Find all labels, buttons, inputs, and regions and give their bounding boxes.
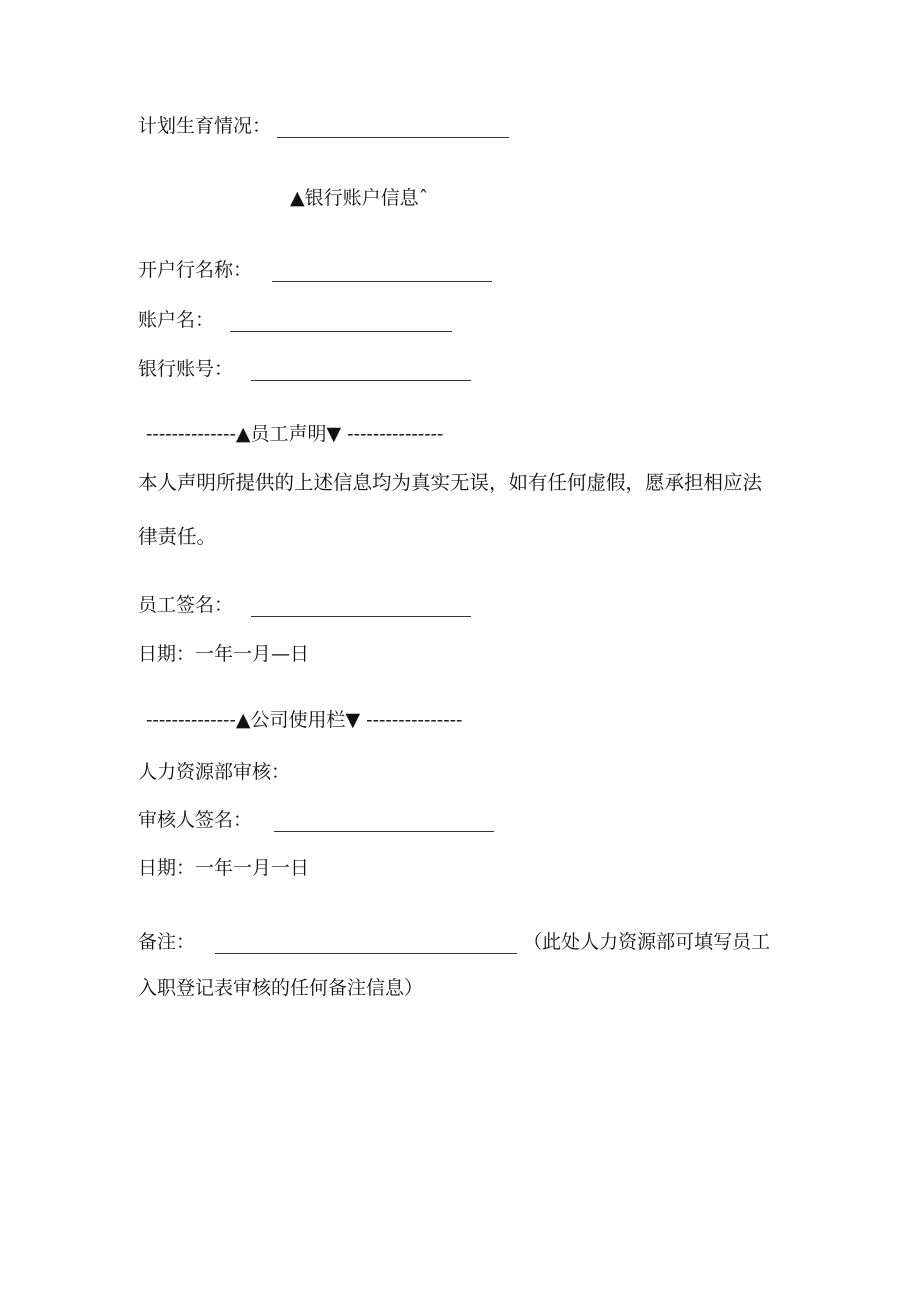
remarks-input-line[interactable] [215, 935, 517, 954]
declaration-divider [146, 422, 443, 446]
planned-birth-row [138, 114, 509, 138]
reviewer-signature-input-line[interactable] [274, 813, 494, 832]
remarks-label: 备注： [138, 931, 196, 953]
reviewer-signature-label: 审核人签名： [138, 809, 253, 831]
divider-dashes-left: -------------- [146, 423, 236, 445]
employee-signature-input-line[interactable] [251, 598, 471, 617]
divider-dashes-right: --------------- [347, 423, 444, 445]
hr-review-label: 人力资源部审核： [138, 761, 291, 783]
declaration-text [138, 456, 788, 564]
declaration-title: ▲员工声明▼ [235, 423, 342, 445]
company-use-title: ▲公司使用栏▼ [235, 709, 361, 731]
bank-section-title: ▲银行账户信息ˆ [290, 187, 429, 209]
reviewer-signature-row [138, 808, 494, 832]
divider-dashes-right: --------------- [366, 709, 463, 731]
remarks-hint-line1: （此处人力资源部可填写员工 [523, 931, 771, 953]
planned-birth-label: 计划生育情况： [138, 115, 272, 137]
account-name-label: 账户名： [138, 309, 215, 331]
account-name-row [138, 308, 452, 332]
employee-signature-row [138, 593, 471, 617]
account-number-row [138, 357, 471, 381]
account-number-label: 银行账号： [138, 358, 234, 380]
employee-date: 日期：一年一月—日 [138, 643, 310, 665]
divider-dashes-left: -------------- [146, 709, 236, 731]
company-use-divider [146, 708, 462, 732]
account-number-input-line[interactable] [251, 362, 471, 381]
declaration-text-line1: 本人声明所提供的上述信息均为真实无误，如有任何虚假，愿承担相应法 [138, 471, 763, 494]
bank-name-row [138, 258, 492, 282]
declaration-text-line2: 律责任。 [138, 525, 217, 548]
bank-name-label: 开户行名称： [138, 259, 253, 281]
company-date: 日期：一年一月一日 [138, 857, 310, 879]
remarks-hint-line2: 入职登记表审核的任何备注信息） [138, 977, 424, 999]
employee-signature-label: 员工签名： [138, 594, 234, 616]
bank-name-input-line[interactable] [272, 263, 492, 282]
remarks-row [138, 930, 770, 954]
planned-birth-input-line[interactable] [277, 119, 509, 138]
account-name-input-line[interactable] [230, 313, 452, 332]
